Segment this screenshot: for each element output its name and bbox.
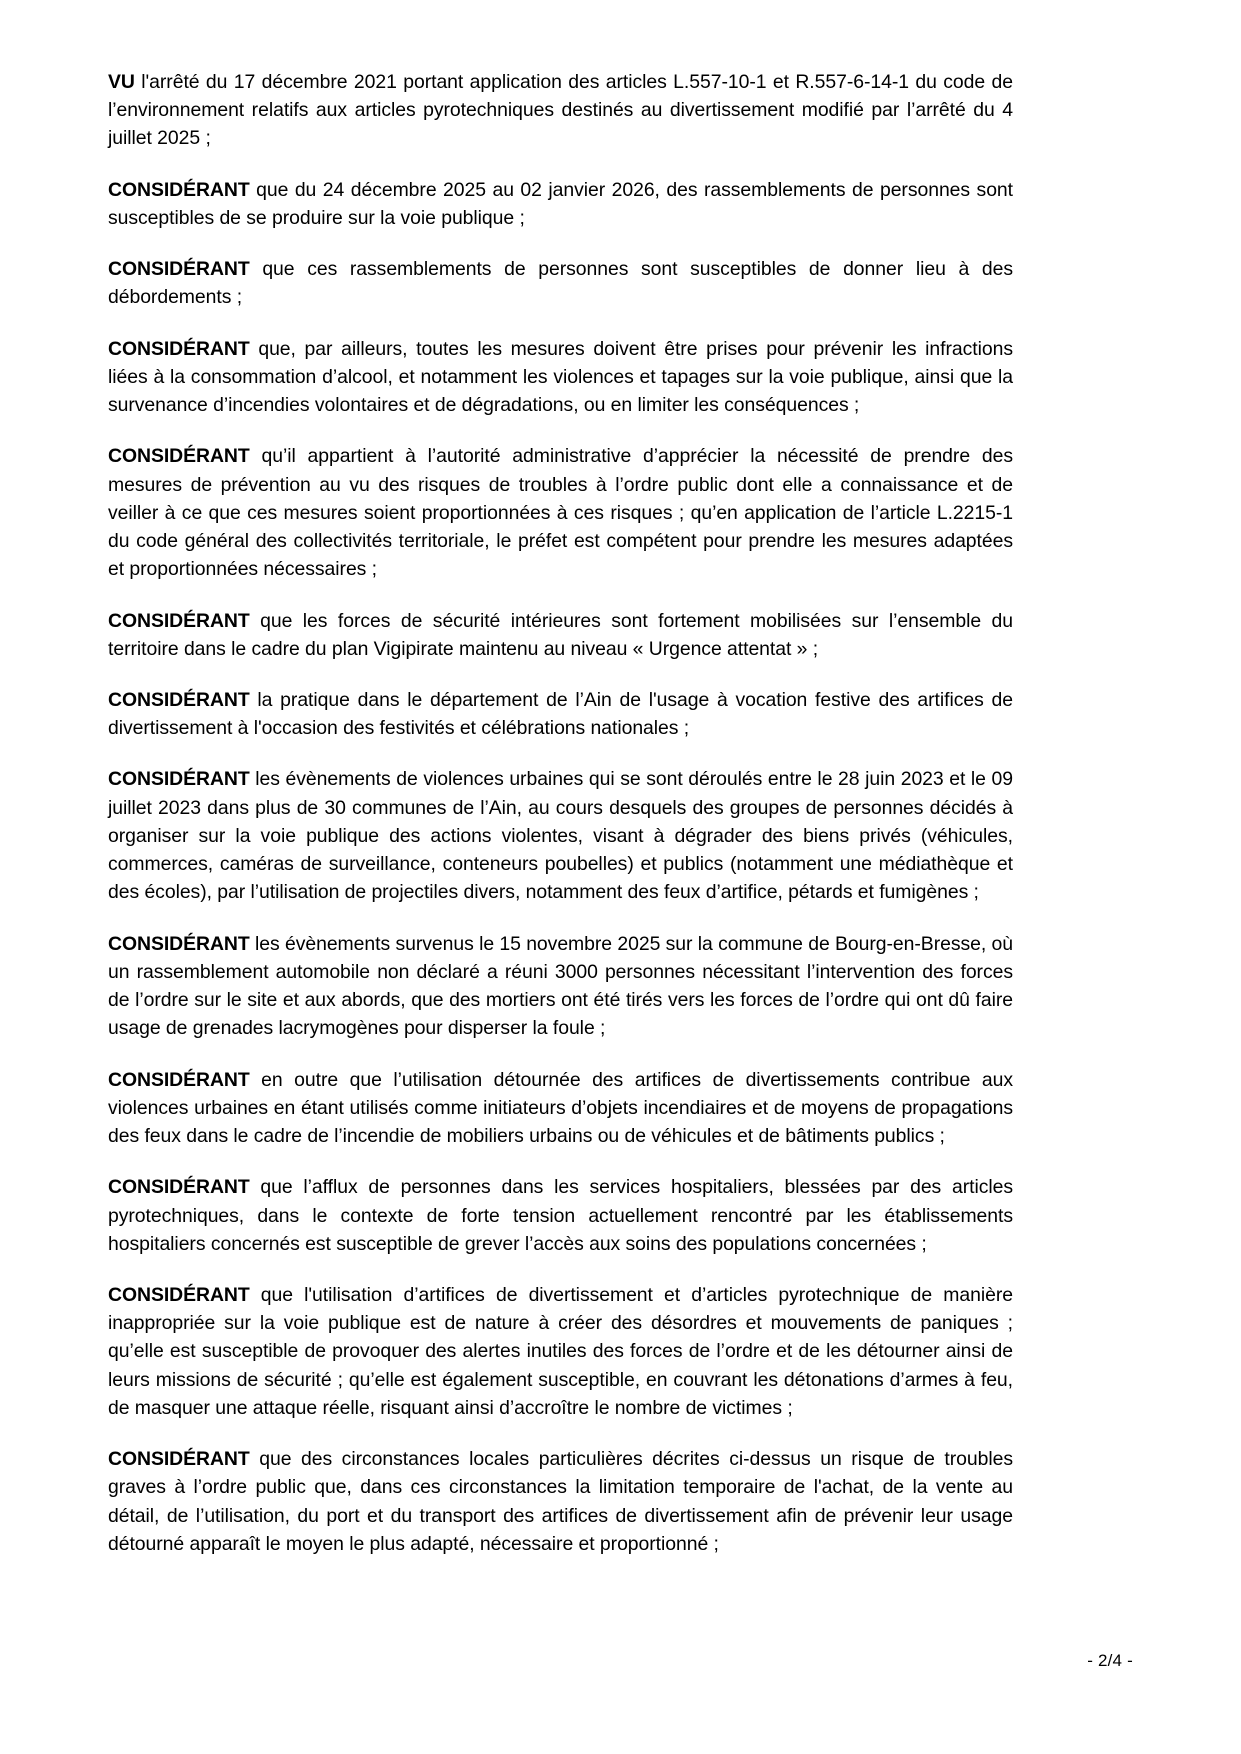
clause-paragraph — [108, 686, 1013, 742]
clause-lead-label: CONSIDÉRANT — [108, 1176, 250, 1199]
clause-lead-label: CONSIDÉRANT — [108, 1068, 250, 1091]
document-body — [108, 68, 1013, 1558]
clause-paragraph — [108, 255, 1013, 311]
clause-body-text: en outre que l’utilisation détournée des artifices de divertissements contribue aux violences urbaines en étant utilisés comme initiateurs d’objets incendiaires et de moyens de propagations des feux dans le cadre de l’incendie de mobiliers urbains ou de véhicules et de bâtiments publics ; — [108, 1068, 1013, 1148]
clause-body-text: que les forces de sécurité intérieures sont fortement mobilisées sur l’ensemble du territoire dans le cadre du plan Vigipirate maintenu au niveau « Urgence attentat » ; — [108, 609, 1013, 660]
clause-paragraph — [108, 335, 1013, 420]
clause-body-text: que des circonstances locales particulières décrites ci-dessus un risque de troubles graves à l’ordre public que, dans ces circonstances la limitation temporaire de l'achat, de la vente au détail, de l’utilisation, du port et du transport des artifices de divertissement afin de prévenir leur usage détourné apparaît le moyen le plus adapté, nécessaire et proportionné ; — [108, 1448, 1013, 1555]
clause-body-text: que l'utilisation d’artifices de divertissement et d’articles pyrotechnique de manière inappropriée sur la voie publique est de nature à créer des désordres et mouvements de paniques ; qu’elle est susceptible de provoquer des alertes inutiles des forces de l’ordre et de les détourner ainsi de leurs missions de sécurité ; qu’elle est également susceptible, en couvrant les détonations d’armes à feu, de masquer une attaque réelle, risquant ainsi d’accroître le nombre de victimes ; — [108, 1283, 1013, 1419]
clause-paragraph — [108, 930, 1013, 1043]
clause-paragraph — [108, 1066, 1013, 1151]
clause-body-text: qu’il appartient à l’autorité administrative d’apprécier la nécessité de prendre des mesures de prévention au vu des risques de troubles à l’ordre public dont elle a connaissance et de veiller à ce que ces mesures soient proportionnées à ces risques ; qu’en application de l’article L.2215-1 du code général des collectivités territoriale, le préfet est compétent pour prendre les mesures adaptées et proportionnées nécessaires ; — [108, 445, 1013, 581]
page-number-footer: - 2/4 - — [1087, 1650, 1133, 1670]
clause-paragraph — [108, 1173, 1013, 1258]
clause-lead-label: CONSIDÉRANT — [108, 932, 250, 955]
clause-lead-label: VU — [108, 71, 135, 93]
clause-body-text: que ces rassemblements de personnes sont susceptibles de donner lieu à des débordements ; — [108, 258, 1013, 309]
clause-paragraph — [108, 1445, 1013, 1558]
clause-paragraph — [108, 68, 1013, 153]
clause-lead-label: CONSIDÉRANT — [108, 445, 250, 468]
clause-body-text: la pratique dans le département de l’Ain de l'usage à vocation festive des artifices de divertissement à l'occasion des festivités et célébrations nationales ; — [108, 688, 1013, 740]
clause-paragraph — [108, 765, 1013, 906]
clause-body-text: que, par ailleurs, toutes les mesures doivent être prises pour prévenir les infractions liées à la consommation d’alcool, et notamment les violences et tapages sur la voie publique, ainsi que la survenance d’incendies volontaires et de dégradations, ou en limiter les conséquences ; — [108, 337, 1013, 417]
clause-lead-label: CONSIDÉRANT — [108, 337, 250, 360]
clause-paragraph — [108, 442, 1013, 583]
clause-body-text: les évènements de violences urbaines qui se sont déroulés entre le 28 juin 2023 et le 09 juillet 2023 dans plus de 30 communes de l’Ain, au cours desquels des groupes de personnes décidés à organiser sur la voie publique des actions violentes, visant à dégrader des biens privés (véhicules, commerces, caméras de surveillance, conteneurs poubelles) et publics (notamment une médiathèque et des écoles), par l’utilisation de projectiles divers, notamment des feux d’artifice, pétards et fumigènes ; — [108, 768, 1013, 904]
clause-lead-label: CONSIDÉRANT — [108, 258, 250, 281]
clause-lead-label: CONSIDÉRANT — [108, 768, 250, 791]
clause-body-text: que l’afflux de personnes dans les services hospitaliers, blessées par des articles pyrotechniques, dans le contexte de forte tension actuellement rencontré par les établissements hospitaliers concernés est susceptible de grever l’accès aux soins des populations concernées ; — [108, 1176, 1013, 1255]
clause-body-text: les évènements survenus le 15 novembre 2025 sur la commune de Bourg-en-Bresse, où un rassemblement automobile non déclaré a réuni 3000 personnes nécessitant l’intervention des forces de l’ordre sur le site et aux abords, que des mortiers ont été tirés vers les forces de l’ordre qui ont dû faire usage de grenades lacrymogènes pour disperser la foule ; — [108, 932, 1013, 1040]
clause-lead-label: CONSIDÉRANT — [108, 1448, 250, 1471]
clause-lead-label: CONSIDÉRANT — [108, 688, 250, 711]
clause-lead-label: CONSIDÉRANT — [108, 609, 250, 632]
clause-body-text: l'arrêté du 17 décembre 2021 portant application des articles L.557-10-1 et R.557-6-14-1 du code de l’environnement relatifs aux articles pyrotechniques destinés au divertissement modifié par l’arrêté du 4 juillet 2025 ; — [108, 71, 1013, 150]
clause-lead-label: CONSIDÉRANT — [108, 178, 250, 201]
clause-lead-label: CONSIDÉRANT — [108, 1283, 250, 1306]
clause-paragraph — [108, 176, 1013, 232]
clause-paragraph — [108, 1281, 1013, 1422]
clause-body-text: que du 24 décembre 2025 au 02 janvier 2026, des rassemblements de personnes sont susceptibles de se produire sur la voie publique ; — [108, 178, 1013, 229]
clause-paragraph — [108, 607, 1013, 663]
